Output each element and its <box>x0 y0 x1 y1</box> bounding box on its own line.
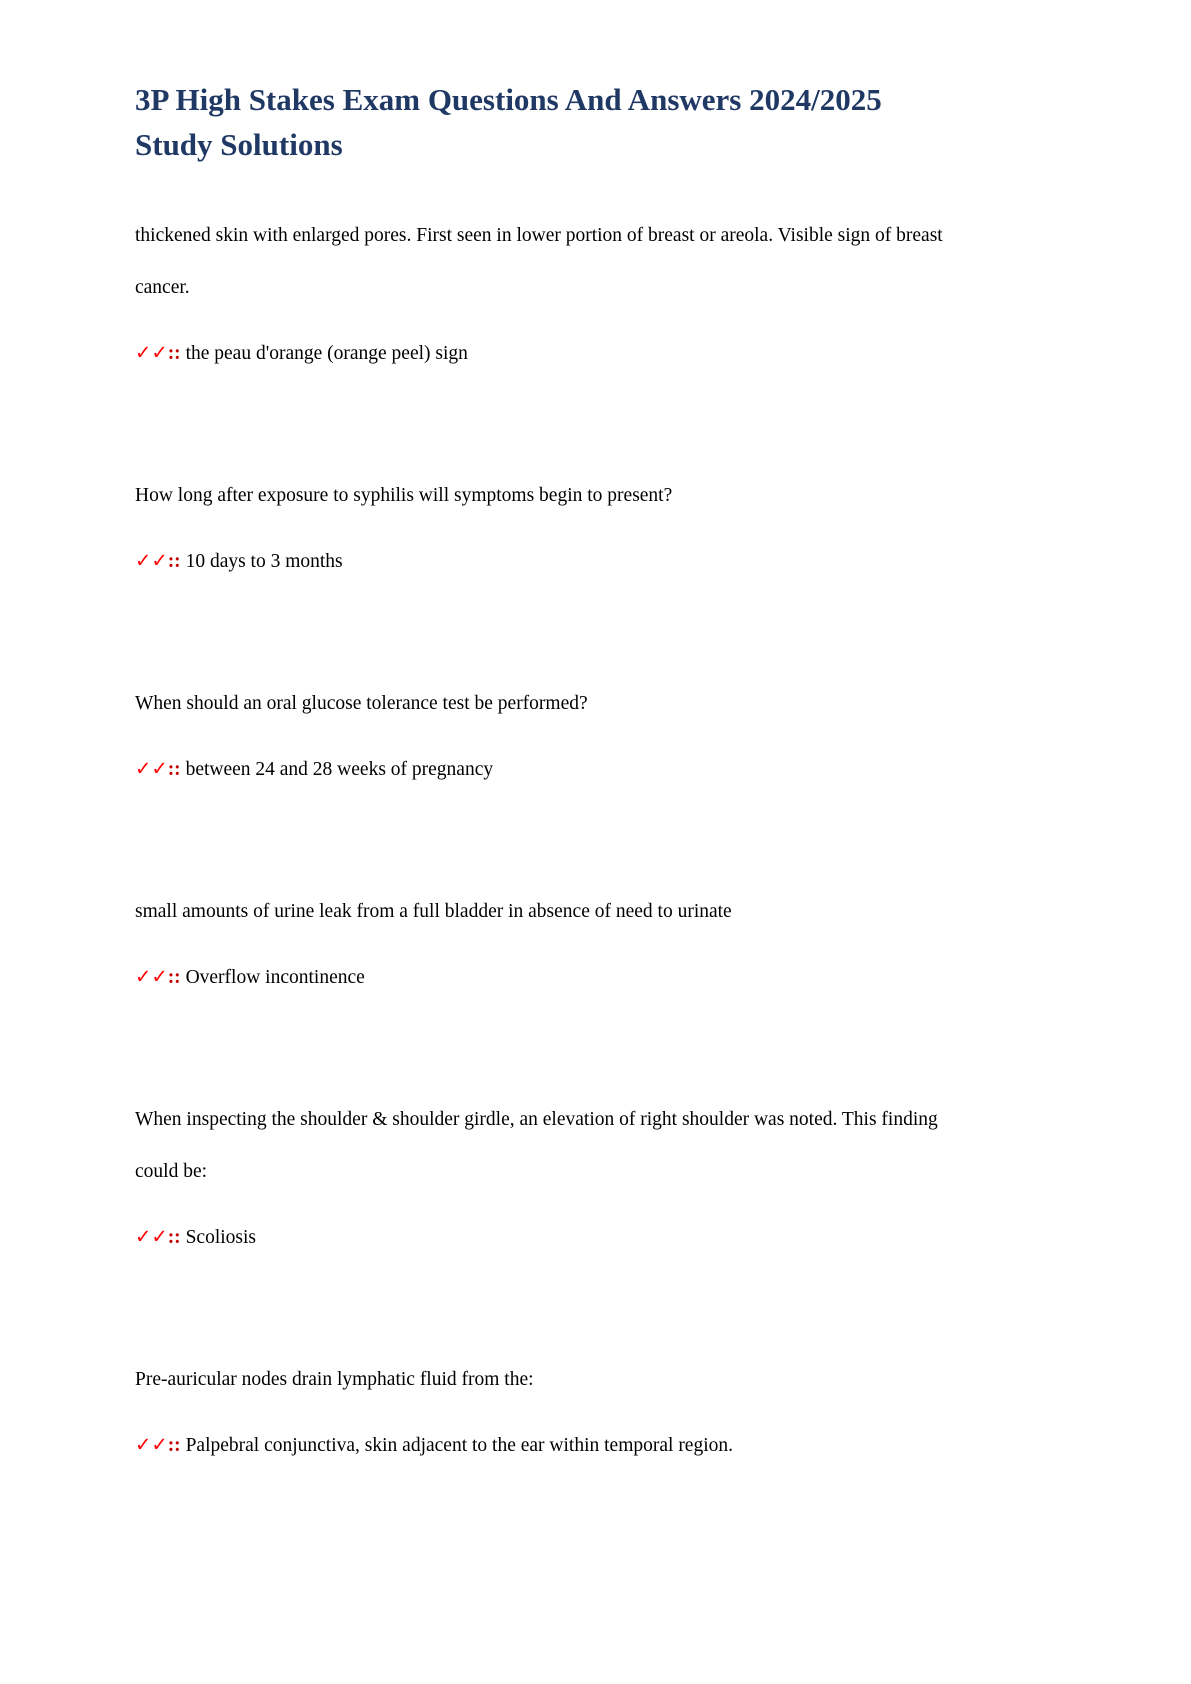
qa-item <box>135 210 945 380</box>
question-text: How long after exposure to syphilis will symptoms begin to present? <box>135 484 673 506</box>
answer-text: Scoliosis <box>180 1226 256 1248</box>
answer-separator: :: <box>167 550 181 572</box>
page-title-line-2: Study Solutions <box>135 126 343 162</box>
answer-line <box>135 952 945 1004</box>
answer-text: Overflow incontinence <box>180 966 365 988</box>
double-check-icon: ✓✓ <box>135 1434 168 1456</box>
qa-list <box>135 210 945 1472</box>
answer-separator: :: <box>167 758 181 780</box>
qa-item <box>135 1354 945 1472</box>
question-text: Pre-auricular nodes drain lymphatic fluid from the: <box>135 1368 534 1390</box>
answer-line <box>135 328 945 380</box>
qa-item <box>135 470 945 588</box>
answer-text: between 24 and 28 weeks of pregnancy <box>180 758 494 780</box>
answer-line <box>135 744 945 796</box>
answer-separator: :: <box>167 966 181 988</box>
answer-text: the peau d'orange (orange peel) sign <box>180 342 468 364</box>
answer-line <box>135 1212 945 1264</box>
answer-separator: :: <box>167 1226 181 1248</box>
answer-text: Palpebral conjunctiva, skin adjacent to the ear within temporal region. <box>180 1434 734 1456</box>
question-text: small amounts of urine leak from a full bladder in absence of need to urinate <box>135 900 732 922</box>
double-check-icon: ✓✓ <box>135 342 168 364</box>
qa-item <box>135 886 945 1004</box>
answer-separator: :: <box>167 342 181 364</box>
page-title <box>135 78 945 168</box>
double-check-icon: ✓✓ <box>135 1226 168 1248</box>
answer-line <box>135 536 945 588</box>
answer-separator: :: <box>167 1434 181 1456</box>
double-check-icon: ✓✓ <box>135 550 168 572</box>
answer-text: 10 days to 3 months <box>180 550 343 572</box>
qa-item <box>135 1094 945 1264</box>
question-text: When inspecting the shoulder & shoulder girdle, an elevation of right shoulder was noted. This finding could be: <box>135 1108 938 1182</box>
question-text: When should an oral glucose tolerance test be performed? <box>135 692 588 714</box>
page-title-line-1: 3P High Stakes Exam Questions And Answers 2024/2025 <box>135 82 882 117</box>
double-check-icon: ✓✓ <box>135 966 168 988</box>
question-text: thickened skin with enlarged pores. First seen in lower portion of breast or areola. Visible sign of breast cancer. <box>135 224 943 298</box>
qa-item <box>135 678 945 796</box>
answer-line <box>135 1420 945 1472</box>
double-check-icon: ✓✓ <box>135 758 168 780</box>
document-page <box>135 78 945 1472</box>
